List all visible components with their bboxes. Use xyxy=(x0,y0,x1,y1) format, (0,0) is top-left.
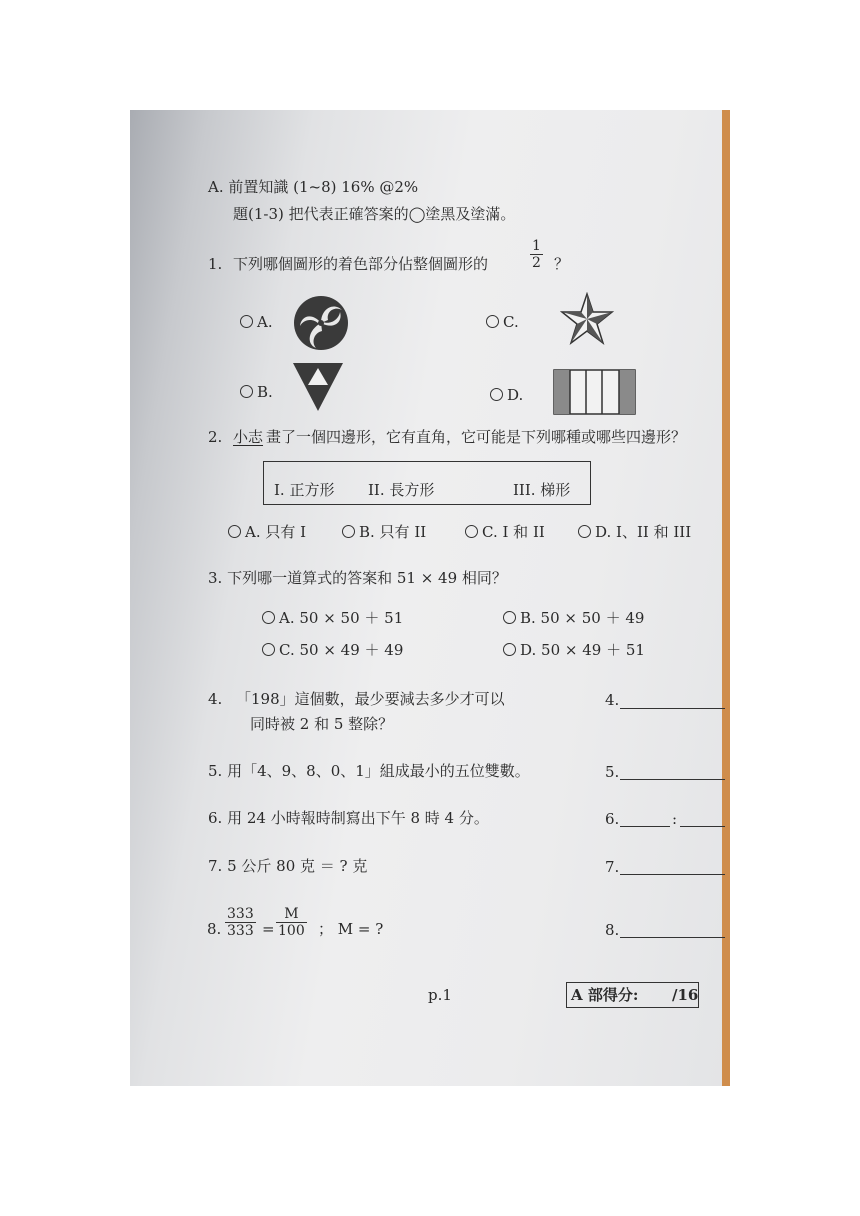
option-label: C. I 和 II xyxy=(482,523,545,541)
score-label: A 部得分: xyxy=(571,986,639,1004)
q1-option-b[interactable] xyxy=(240,383,273,401)
q2-box-item-3: III. 梯形 xyxy=(513,481,571,499)
section-instruction: 題(1-3) 把代表正確答案的◯塗黑及塗滿。 xyxy=(233,205,516,223)
option-label: A. 只有 I xyxy=(245,523,307,541)
q8-number: 8. xyxy=(207,920,222,938)
option-circle[interactable] xyxy=(503,611,516,624)
option-circle[interactable] xyxy=(486,315,499,328)
option-circle[interactable] xyxy=(262,611,275,624)
q1-option-a[interactable] xyxy=(240,313,273,331)
q6-colon: : xyxy=(672,810,678,828)
option-circle[interactable] xyxy=(240,315,253,328)
q2-number: 2. xyxy=(208,428,223,446)
q5-answer-blank[interactable] xyxy=(620,779,725,780)
q7-text: 7. 5 公斤 80 克 ＝ ? 克 xyxy=(208,857,368,875)
q3-text: 3. 下列哪一道算式的答案和 51 × 49 相同？ xyxy=(208,569,507,587)
q3-option-c[interactable] xyxy=(262,641,403,659)
q8-frac2-num: M xyxy=(276,906,307,923)
option-label: A. 50 × 50 ＋ 51 xyxy=(279,609,404,627)
q8-frac1-den: 333 xyxy=(227,923,254,939)
q5-answer-label: 5. xyxy=(605,763,620,781)
q6-answer-label: 6. xyxy=(605,810,620,828)
q8-frac1-num: 333 xyxy=(227,906,254,922)
option-circle[interactable] xyxy=(465,525,478,538)
q4-line2: 同時被 2 和 5 整除？ xyxy=(250,715,394,733)
q6-minute-blank[interactable] xyxy=(680,826,725,827)
option-label: C. xyxy=(503,313,519,331)
option-label: A. xyxy=(257,313,273,331)
q1-number: 1. xyxy=(208,255,223,273)
q8-frac2-den: 100 xyxy=(278,923,305,939)
q5-text: 5. 用「4、9、8、0、1」組成最小的五位雙數。 xyxy=(208,762,530,780)
q1-frac-den: 2 xyxy=(532,255,541,271)
option-circle[interactable] xyxy=(578,525,591,538)
q8-fraction-left xyxy=(225,906,256,939)
option-label: B. xyxy=(257,383,273,401)
q1-qmark: ？ xyxy=(554,255,570,273)
score-total: /16 xyxy=(672,986,699,1004)
q2-box-item-1: I. 正方形 xyxy=(274,481,335,499)
option-circle[interactable] xyxy=(503,643,516,656)
q2-option-d[interactable] xyxy=(578,523,691,541)
option-circle[interactable] xyxy=(262,643,275,656)
q2-name: 小志 xyxy=(233,428,264,446)
option-circle[interactable] xyxy=(228,525,241,538)
q8-answer-label: 8. xyxy=(605,921,620,939)
q2-box-item-2: II. 長方形 xyxy=(368,481,435,499)
q2-option-c[interactable] xyxy=(465,523,545,541)
option-label: B. 50 × 50 ＋ 49 xyxy=(520,609,645,627)
page-number: p.1 xyxy=(428,986,452,1004)
option-label: D. I、II 和 III xyxy=(595,523,692,541)
q8-answer-blank[interactable] xyxy=(620,937,725,938)
q3-option-d[interactable] xyxy=(503,641,645,659)
page-edge xyxy=(722,110,730,1086)
q4-answer-label: 4. xyxy=(605,691,620,709)
q1-text: 下列哪個圖形的着色部分佔整個圖形的 xyxy=(233,255,489,273)
q4-answer-blank[interactable] xyxy=(620,708,725,709)
shaded-triangle-icon xyxy=(292,362,344,412)
q3-option-a[interactable] xyxy=(262,609,403,627)
q7-answer-blank[interactable] xyxy=(620,874,725,875)
q1-fraction xyxy=(530,238,543,271)
triskelion-circle-icon xyxy=(292,294,350,352)
option-circle[interactable] xyxy=(490,388,503,401)
option-label: B. 只有 II xyxy=(359,523,427,541)
q6-text: 6. 用 24 小時報時制寫出下午 8 時 4 分。 xyxy=(208,809,489,827)
q8-tail: ； M = ? xyxy=(318,920,384,938)
q8-equals: = xyxy=(262,920,275,938)
striped-rectangle-icon xyxy=(553,369,636,415)
q1-option-d[interactable] xyxy=(490,386,523,404)
q2-option-b[interactable] xyxy=(342,523,426,541)
star-icon xyxy=(560,292,614,346)
q6-hour-blank[interactable] xyxy=(620,826,670,827)
q7-answer-label: 7. xyxy=(605,858,620,876)
q1-option-c[interactable] xyxy=(486,313,519,331)
q2-text: 畫了一個四邊形，它有直角，它可能是下列哪種或哪些四邊形？ xyxy=(266,428,687,446)
q3-option-b[interactable] xyxy=(503,609,644,627)
q4-number: 4. xyxy=(208,690,223,708)
q4-line1: 「198」這個數，最少要減去多少才可以 xyxy=(236,690,505,708)
q8-fraction-right xyxy=(276,906,307,939)
option-circle[interactable] xyxy=(342,525,355,538)
option-label: D. 50 × 49 ＋ 51 xyxy=(520,641,645,659)
q1-frac-num: 1 xyxy=(532,238,541,254)
q2-option-a[interactable] xyxy=(228,523,306,541)
option-label: C. 50 × 49 ＋ 49 xyxy=(279,641,404,659)
option-circle[interactable] xyxy=(240,385,253,398)
option-label: D. xyxy=(507,386,524,404)
section-title: A. 前置知識 (1~8) 16% @2% xyxy=(208,178,419,196)
